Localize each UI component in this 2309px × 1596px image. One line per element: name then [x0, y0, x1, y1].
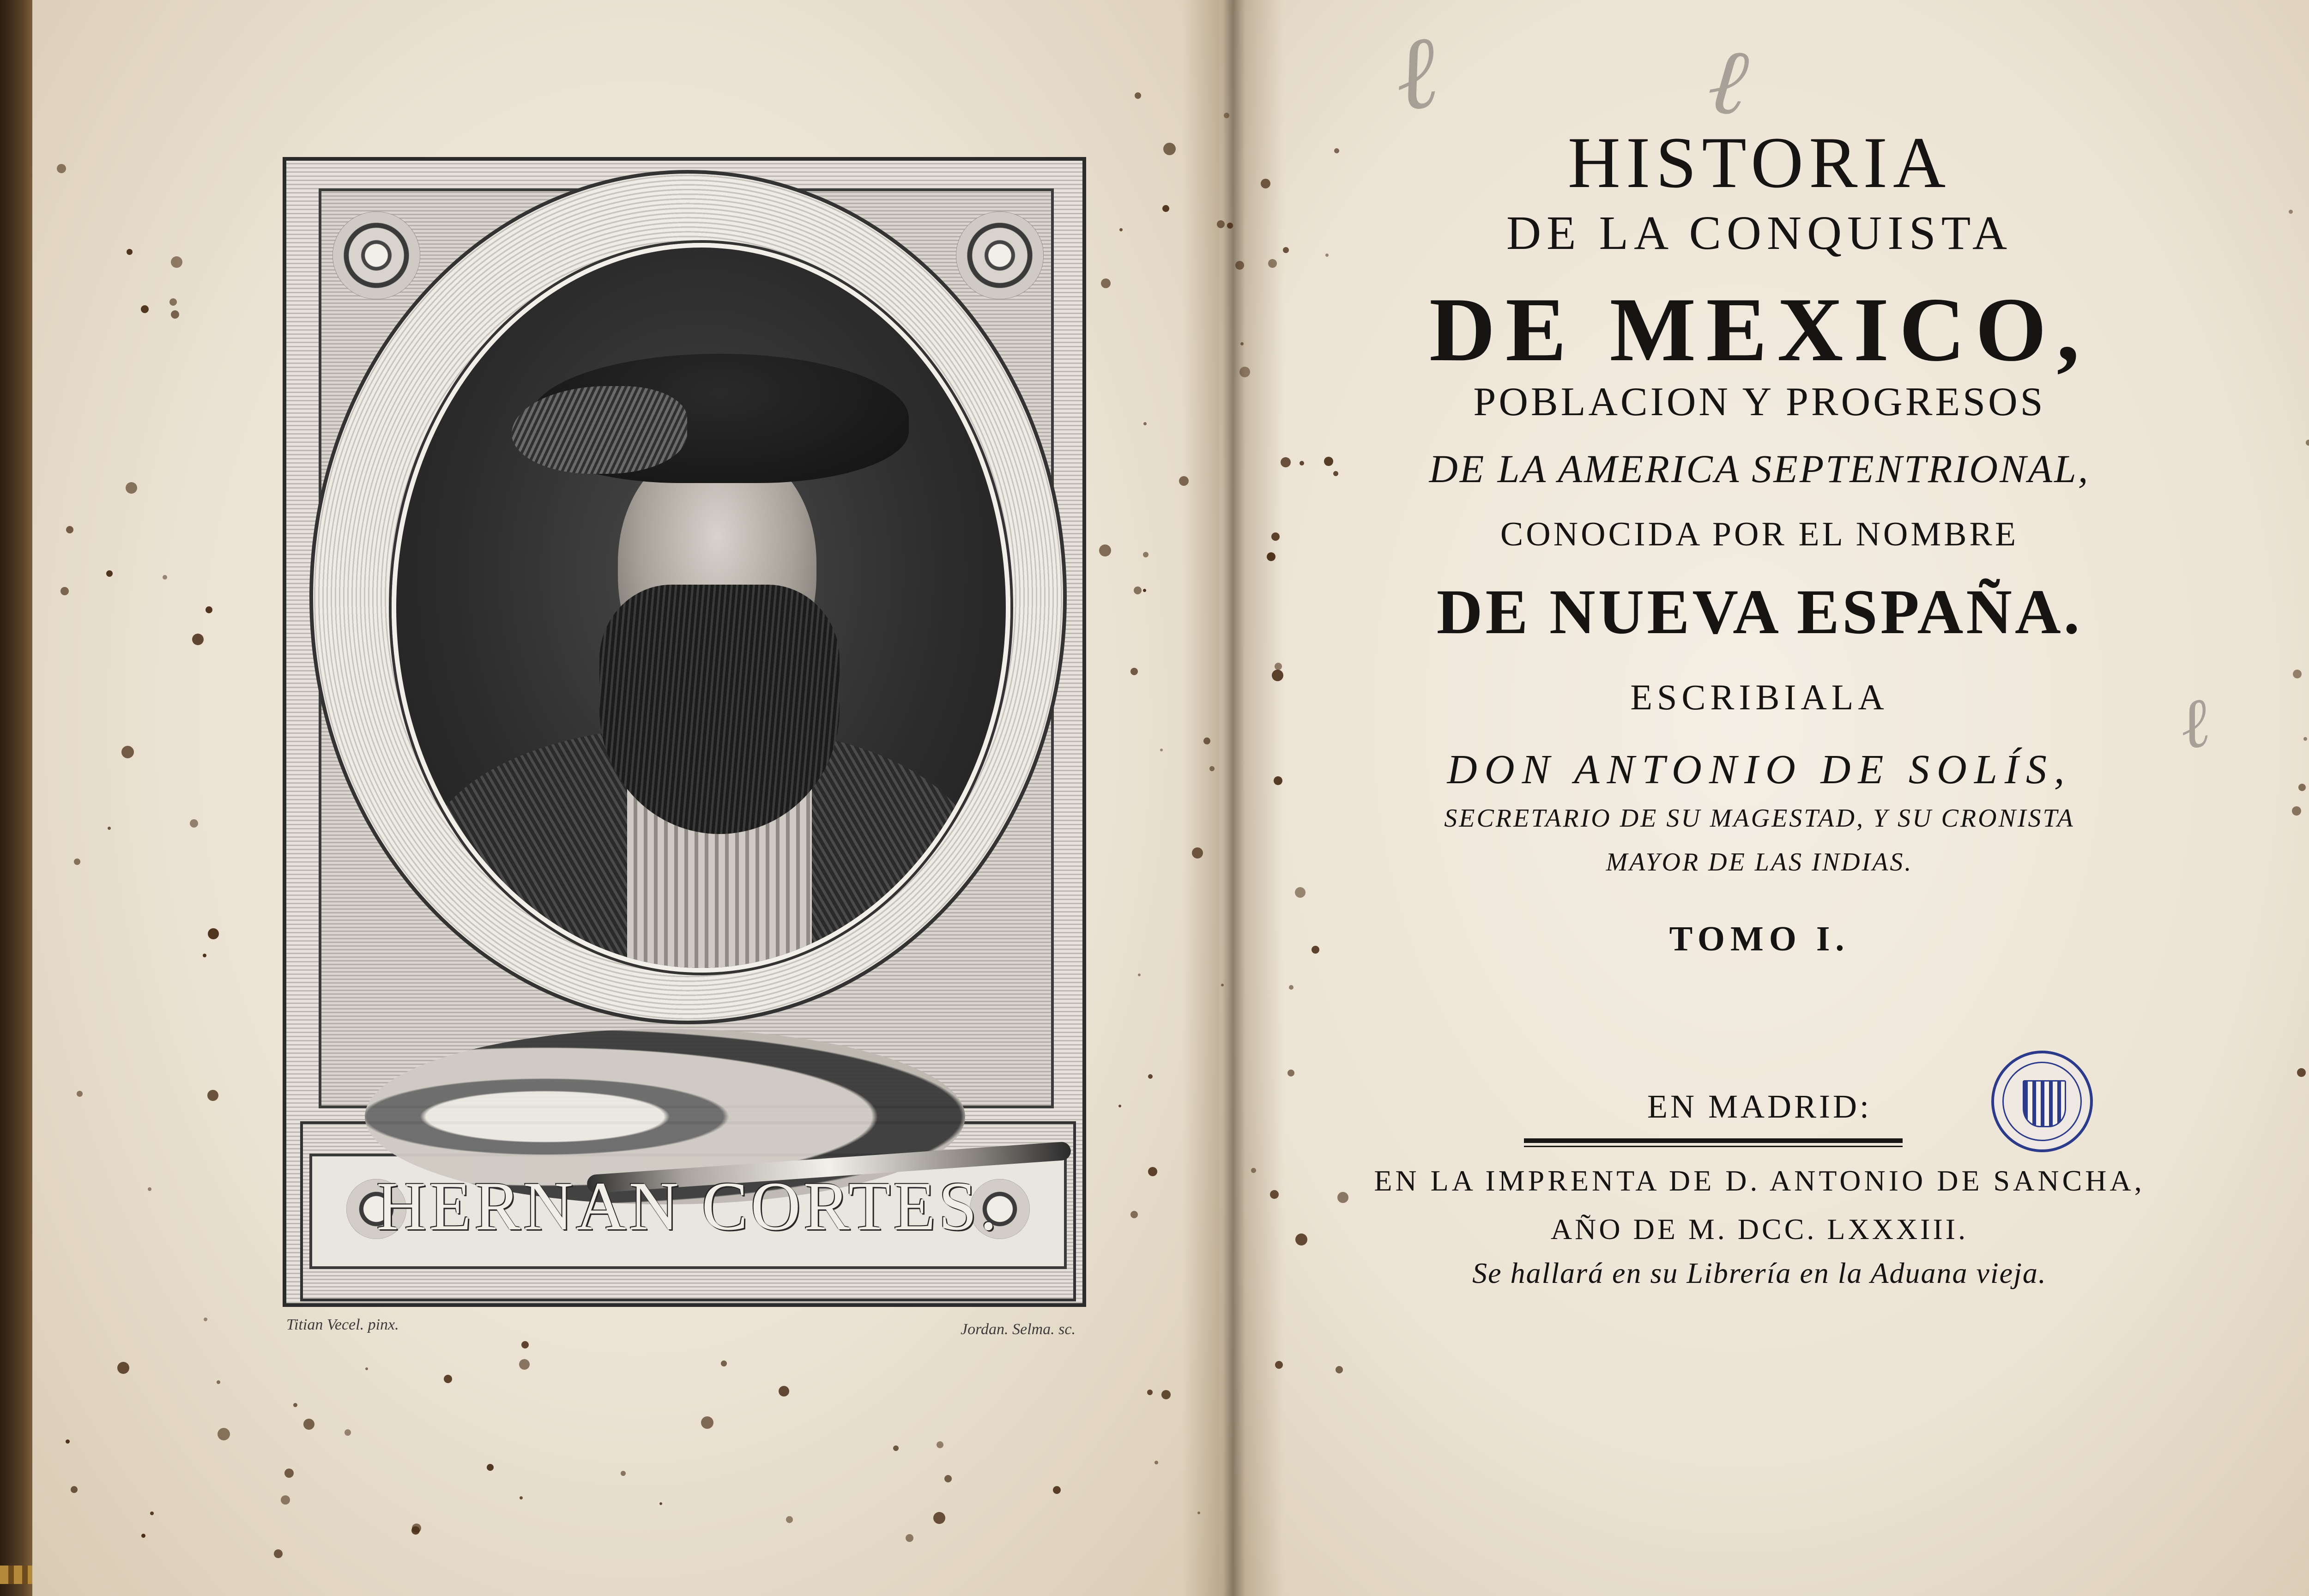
foxing-spot	[1209, 766, 1215, 771]
foxing-spot	[1162, 205, 1169, 212]
foxing-spot	[1270, 1190, 1279, 1199]
author-title-line-1: SECRETARIO DE SU MAGESTAD, Y SU CRONISTA	[1444, 804, 2075, 833]
foxing-spot	[1154, 1461, 1158, 1464]
foxing-spot	[1163, 143, 1176, 155]
foxing-spot	[57, 164, 66, 173]
foxing-spot	[1337, 1192, 1348, 1203]
foxing-spot	[444, 1375, 452, 1383]
foxing-spot	[1148, 1167, 1157, 1176]
foxing-spot	[701, 1416, 713, 1429]
title-line-mexico: DE MEXICO,	[1429, 279, 2090, 380]
foxing-spot	[1197, 1511, 1200, 1514]
foxing-spot	[1143, 422, 1147, 425]
imprint-place: EN MADRID:	[1647, 1088, 1872, 1125]
foxing-spot	[2298, 784, 2306, 791]
foxing-spot	[2292, 806, 2301, 816]
foxing-spot	[148, 1187, 151, 1191]
foxing-spot	[1271, 532, 1280, 541]
stamp-shield-icon	[2023, 1080, 2066, 1127]
foxing-spot	[1295, 887, 1306, 898]
foxing-spot	[74, 858, 80, 865]
rosette-ornament-right	[956, 212, 1044, 299]
foxing-spot	[77, 1091, 83, 1097]
foxing-spot	[204, 1318, 207, 1321]
foxing-spot	[163, 575, 167, 580]
foxing-spot	[1192, 847, 1203, 858]
foxing-spot	[1147, 1390, 1153, 1395]
foxing-spot	[108, 827, 111, 830]
foxing-spot	[937, 1441, 943, 1448]
title-line-conquista: DE LA CONQUISTA	[1506, 206, 2013, 260]
foxing-spot	[218, 1428, 230, 1440]
volume-label: TOMO I.	[1669, 919, 1850, 958]
foxing-spot	[1138, 973, 1141, 976]
foxing-spot	[1267, 552, 1275, 561]
foxing-spot	[274, 1549, 283, 1558]
foxing-spot	[203, 954, 206, 957]
title-line-nueva-espana: DE NUEVA ESPAÑA.	[1436, 576, 2083, 647]
foxing-spot	[411, 1526, 420, 1535]
title-line-poblacion: POBLACION Y PROGRESOS	[1473, 380, 2046, 424]
pencil-scribble: ℓ	[1386, 11, 1445, 135]
foxing-spot	[721, 1360, 727, 1366]
frontispiece-engraving	[283, 157, 1086, 1307]
imprint-rule	[1524, 1138, 1903, 1147]
foxing-spot	[1227, 223, 1233, 229]
title-line-america: DE LA AMERICA SEPTENTRIONAL,	[1429, 447, 2090, 491]
foxing-spot	[1135, 92, 1141, 99]
portrait-beard	[599, 585, 840, 834]
foxing-spot	[621, 1471, 626, 1476]
engraving-credit-painter: Titian Vecel. pinx.	[286, 1316, 399, 1333]
foxing-spot	[207, 1090, 218, 1101]
foxing-spot	[1312, 946, 1319, 954]
foxing-spot	[293, 1403, 297, 1407]
foxing-spot	[1325, 254, 1329, 257]
foxing-spot	[60, 587, 69, 595]
foxing-spot	[190, 819, 198, 828]
foxing-spot	[1119, 228, 1123, 231]
foxing-spot	[171, 310, 179, 319]
foxing-spot	[1143, 552, 1148, 557]
foxing-spot	[1261, 179, 1270, 188]
pencil-scribble-2: ℓ	[1703, 26, 1753, 137]
title-line-conocida: CONOCIDA POR EL NOMBRE	[1500, 515, 2019, 553]
foxing-spot	[1053, 1486, 1061, 1494]
foxing-spot	[1283, 247, 1289, 253]
foxing-spot	[933, 1512, 945, 1524]
foxing-spot	[944, 1475, 952, 1482]
title-line-escribiala: ESCRIBIALA	[1630, 677, 1889, 717]
foxing-spot	[127, 249, 133, 255]
foxing-spot	[141, 1534, 145, 1538]
foxing-spot	[893, 1445, 899, 1451]
foxing-spot	[1130, 1211, 1138, 1218]
foxing-spot	[659, 1502, 662, 1505]
foxing-spot	[786, 1516, 793, 1523]
engraving-credit-engraver: Jordan. Selma. sc.	[961, 1321, 1076, 1338]
foxing-spot	[1239, 367, 1250, 377]
foxing-spot	[1224, 113, 1229, 118]
library-stamp	[1991, 1051, 2093, 1152]
foxing-spot	[126, 482, 137, 494]
foxing-spot	[1101, 278, 1111, 288]
foxing-spot	[1272, 670, 1283, 681]
author-title-line-2: MAYOR DE LAS INDIAS.	[1606, 848, 1913, 877]
foxing-spot	[1161, 1390, 1171, 1399]
portrait-oval	[392, 243, 1010, 973]
foxing-spot	[303, 1419, 314, 1430]
foxing-spot	[1130, 668, 1138, 675]
imprint-bookseller: Se hallará en su Librería en la Aduana vieja.	[1472, 1257, 2047, 1289]
book-binding	[0, 0, 37, 1596]
foxing-spot	[1287, 1070, 1294, 1076]
foxing-spot	[906, 1534, 913, 1542]
foxing-spot	[779, 1386, 789, 1396]
pencil-scribble-3: ℓ	[2173, 681, 2216, 766]
foxing-spot	[365, 1367, 368, 1370]
foxing-spot	[106, 570, 113, 577]
foxing-spot	[121, 746, 134, 758]
foxing-spot	[66, 526, 73, 533]
imprint-year: AÑO DE M. DCC. LXXXIII.	[1550, 1213, 1969, 1245]
foxing-spot	[192, 634, 204, 645]
foxing-spot	[1134, 586, 1142, 594]
foxing-spot	[1336, 1366, 1343, 1373]
title-line-historia: HISTORIA	[1567, 122, 1952, 203]
foxing-spot	[217, 1380, 220, 1384]
foxing-spot	[1179, 476, 1189, 486]
foxing-spot	[1281, 457, 1291, 467]
rosette-ornament-left	[332, 212, 420, 299]
foxing-spot	[1295, 1233, 1307, 1245]
engraving-name-label: HERNAN CORTES.	[376, 1168, 1000, 1245]
portrait-oval-frame	[309, 170, 1067, 1024]
foxing-spot	[2289, 210, 2293, 214]
foxing-spot	[1217, 220, 1225, 228]
author-name: DON ANTONIO DE SOLÍS,	[1447, 747, 2072, 792]
foxing-spot	[1118, 1105, 1121, 1107]
foxing-spot	[1275, 663, 1282, 670]
foxing-spot	[117, 1362, 129, 1374]
imprint-printer: EN LA IMPRENTA DE D. ANTONIO DE SANCHA,	[1374, 1164, 2145, 1197]
foxing-spot	[1235, 261, 1244, 270]
book-gutter-shadow	[1182, 0, 1284, 1596]
